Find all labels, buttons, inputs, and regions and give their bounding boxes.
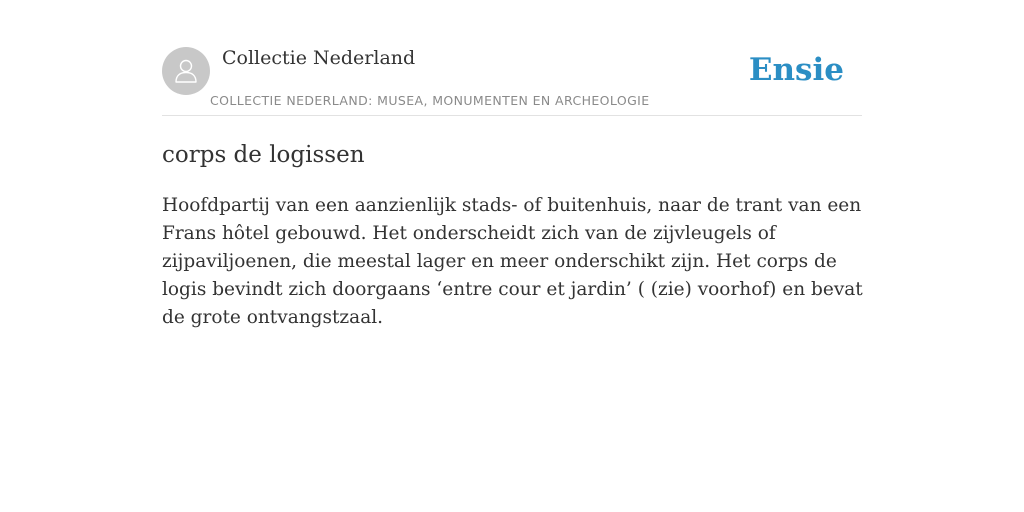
user-icon (171, 56, 201, 86)
author-name[interactable]: Collectie Nederland (222, 47, 416, 69)
avatar[interactable] (162, 47, 210, 95)
term-definition: Hoofdpartij van een aanzienlijk stads- of buitenhuis, naar de trant van een Frans hôtel gebouwd. Het onderscheidt zich van de zijvleugels of zijpaviljoenen, die meestal lager en meer onderschikt zijn. Het corps de logis bevindt zich doorgaans ‘entre cour et jardin’ ( (zie) voorhof) en bevat de grote ontvangstzaal. (162, 195, 863, 328)
ensie-logo[interactable]: Ensie (748, 52, 844, 88)
content-container (162, 0, 863, 328)
term-title: corps de logissen (162, 142, 365, 168)
author-header (162, 0, 862, 116)
author-subtitle: COLLECTIE NEDERLAND: MUSEA, MONUMENTEN EN ARCHEOLOGIE (210, 93, 650, 108)
